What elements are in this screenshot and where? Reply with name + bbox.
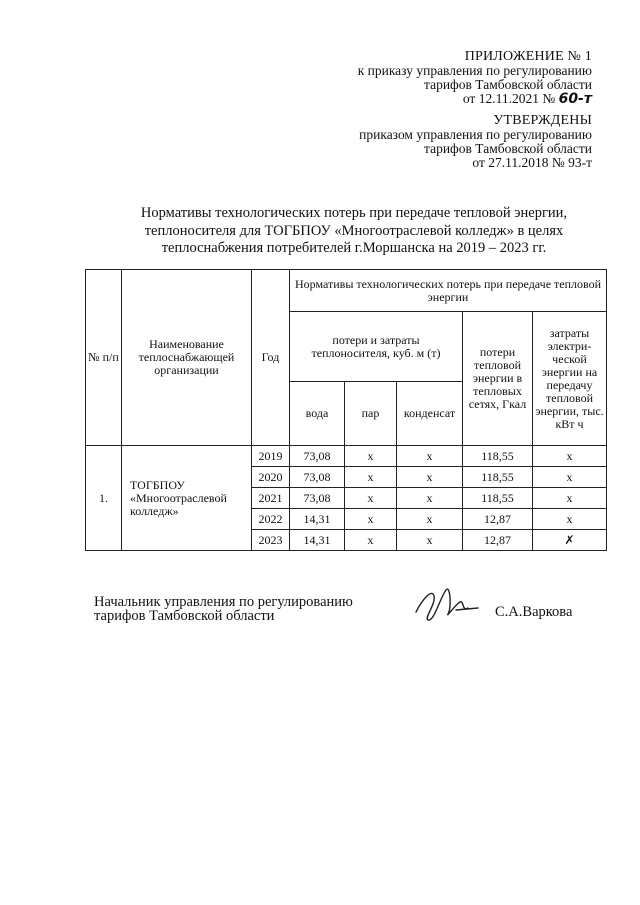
cell-water: 14,31 <box>290 530 345 551</box>
header-condensate: конденсат <box>397 382 463 446</box>
order-number-handwritten: 60-т <box>558 91 592 107</box>
header-losses-coolant: потери и затраты теплоносителя, куб. м (т) <box>290 312 463 382</box>
document-title <box>112 205 596 258</box>
position-line-2: тарифов Тамбовской области <box>94 608 275 624</box>
order-line-2: тарифов Тамбовской области <box>424 77 592 92</box>
cell-power: х <box>533 467 607 488</box>
appendix-title: ПРИЛОЖЕНИЕ № 1 <box>464 49 592 64</box>
header-group-norms: Нормативы технологических потерь при передаче тепловой энергии <box>290 270 607 312</box>
cell-steam: х <box>345 467 397 488</box>
cell-heat: 118,55 <box>463 488 533 509</box>
cell-heat: 118,55 <box>463 446 533 467</box>
cell-heat: 12,87 <box>463 509 533 530</box>
cell-power: х <box>533 509 607 530</box>
cell-heat: 12,87 <box>463 530 533 551</box>
header-power-costs: затраты электри-ческой энергии на передачу тепловой энергии, тыс. кВт ч <box>533 312 607 446</box>
cell-water: 73,08 <box>290 446 345 467</box>
cell-year: 2022 <box>252 509 290 530</box>
cell-power-handwritten: ✗ <box>533 530 607 551</box>
row-number: 1. <box>86 446 122 551</box>
signer-name: С.А.Варкова <box>495 604 573 620</box>
header-organization: Наименование теплоснабжающей организации <box>122 270 252 446</box>
header-steam: пар <box>345 382 397 446</box>
organization-name: ТОГБПОУ «Многоотраслевой колледж» <box>122 446 252 551</box>
approved-header <box>359 114 592 170</box>
handwritten-signature <box>412 578 482 628</box>
norms-table <box>85 269 607 551</box>
approved-line-3: от 27.11.2018 № 93-т <box>472 155 592 170</box>
cell-year: 2019 <box>252 446 290 467</box>
position-line-1: Начальник управления по регулированию <box>94 594 353 610</box>
cell-steam: х <box>345 509 397 530</box>
cell-heat: 118,55 <box>463 467 533 488</box>
header-year: Год <box>252 270 290 446</box>
order-line-1: к приказу управления по регулированию <box>357 63 592 78</box>
approved-line-1: приказом управления по регулированию <box>359 127 592 142</box>
signatory-position <box>94 595 353 623</box>
title-line-2: теплоносителя для ТОГБПОУ «Многоотраслевой колледж» в целях <box>144 222 564 239</box>
cell-condensate: х <box>397 509 463 530</box>
cell-steam: х <box>345 446 397 467</box>
cell-water: 73,08 <box>290 488 345 509</box>
header-heat-losses: потери тепловой энергии в тепловых сетях, Гкал <box>463 312 533 446</box>
header-num: № п/п <box>86 270 122 446</box>
cell-year: 2021 <box>252 488 290 509</box>
cell-year: 2023 <box>252 530 290 551</box>
approved-title: УТВЕРЖДЕНЫ <box>493 113 592 128</box>
cell-condensate: х <box>397 530 463 551</box>
order-date-prefix: от 12.11.2021 № <box>462 91 556 106</box>
cell-condensate: х <box>397 446 463 467</box>
cell-water: 14,31 <box>290 509 345 530</box>
cell-condensate: х <box>397 467 463 488</box>
table-row <box>86 446 607 467</box>
cell-power: х <box>533 488 607 509</box>
title-line-3: теплоснабжения потребителей г.Моршанска на 2019 – 2023 гг. <box>161 240 547 256</box>
appendix-header <box>358 50 592 106</box>
order-date-line <box>358 92 592 106</box>
cell-condensate: х <box>397 488 463 509</box>
cell-power: х <box>533 446 607 467</box>
approved-line-2: тарифов Тамбовской области <box>424 141 592 156</box>
cell-year: 2020 <box>252 467 290 488</box>
cell-water: 73,08 <box>290 467 345 488</box>
title-line-1: Нормативы технологических потерь при передаче тепловой энергии, <box>140 205 568 221</box>
cell-steam: х <box>345 530 397 551</box>
cell-steam: х <box>345 488 397 509</box>
header-water: вода <box>290 382 345 446</box>
